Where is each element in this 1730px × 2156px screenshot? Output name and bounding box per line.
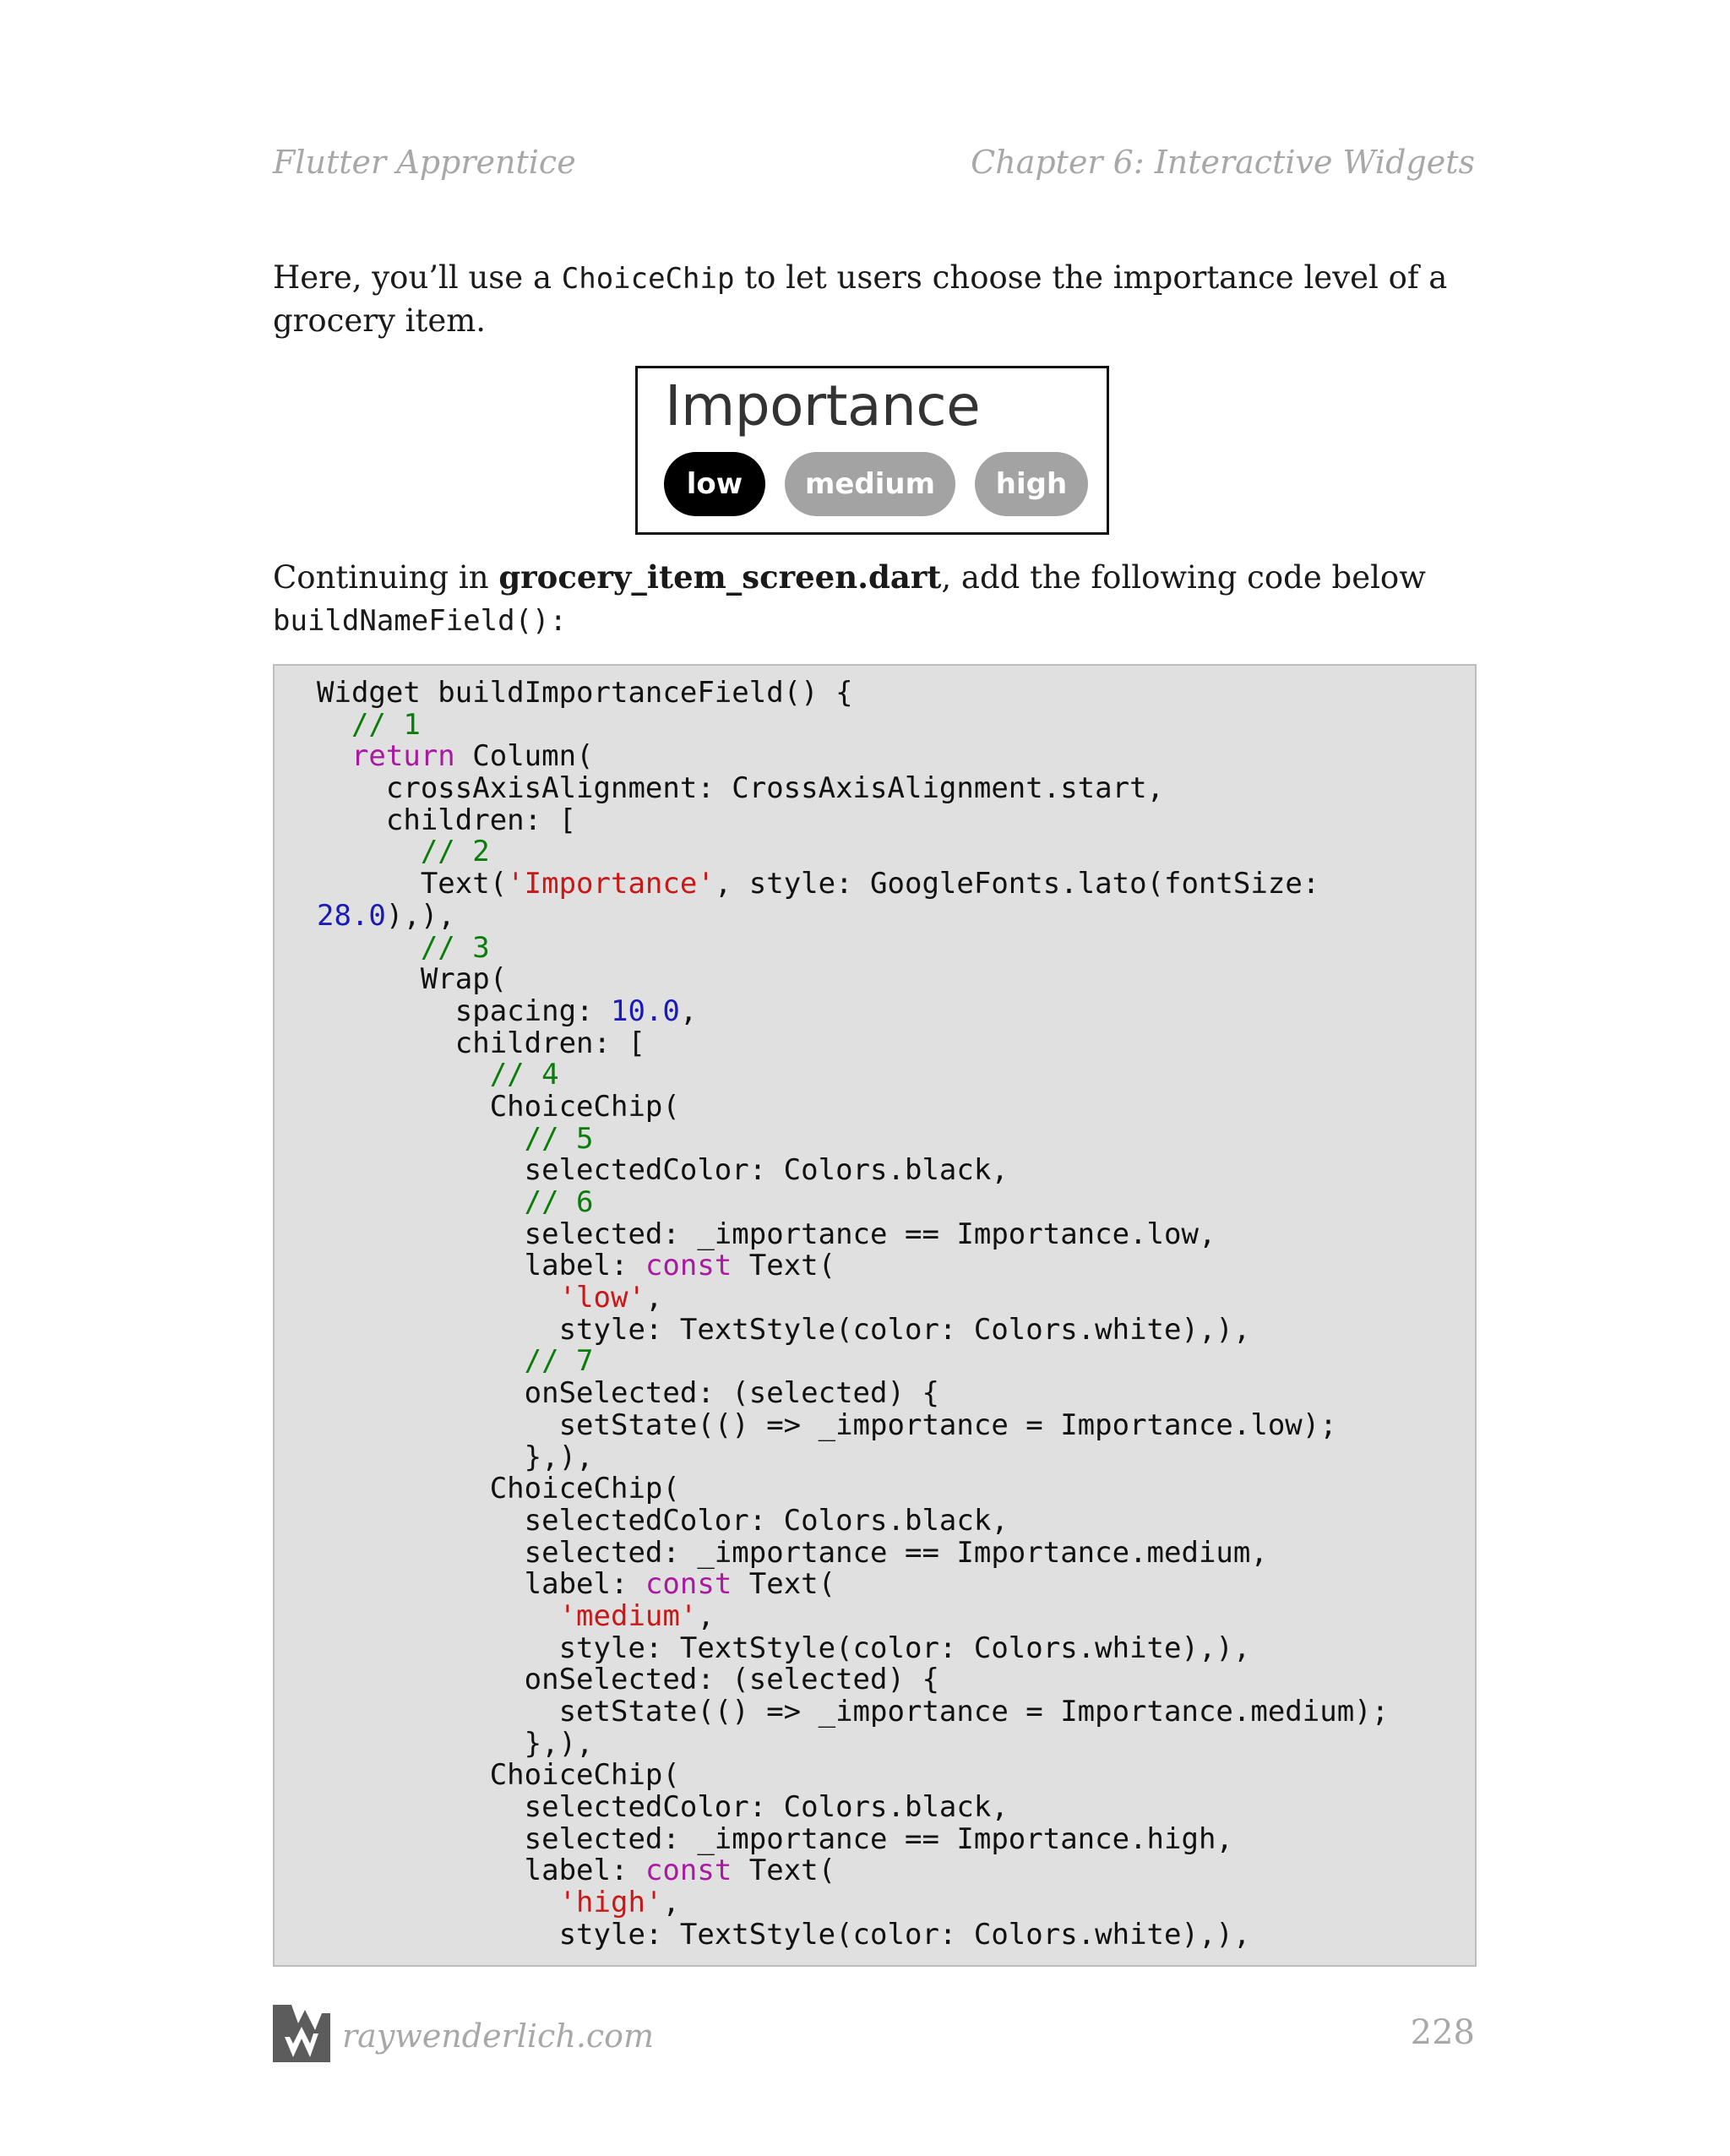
code-token-plain: Text( — [732, 1854, 836, 1888]
code-line — [317, 1155, 1389, 1187]
code-token-plain: children: [ — [317, 803, 577, 837]
code-line — [317, 1219, 1389, 1251]
code-line — [317, 1089, 1389, 1124]
code-token-plain: , — [645, 1281, 663, 1315]
code-line — [317, 678, 1389, 710]
code-token-plain: Widget buildImportanceField() { — [317, 676, 853, 710]
code-token-plain: Text( — [732, 1567, 836, 1602]
code-listing — [317, 678, 1389, 1952]
code-line — [317, 1792, 1389, 1824]
code-token-plain: spacing: — [317, 994, 611, 1028]
code-token-plain — [317, 708, 351, 742]
code-token-plain: selected: _importance == Importance.medium, — [317, 1535, 1268, 1570]
code-token-comment: // 4 — [489, 1058, 559, 1092]
code-token-plain: style: TextStyle(color: Colors.white),), — [317, 1312, 1251, 1347]
code-token-plain: selectedColor: Colors.black, — [317, 1790, 1009, 1825]
chip-high[interactable]: high — [975, 452, 1088, 516]
code-line — [317, 1442, 1389, 1474]
code-line — [317, 1919, 1389, 1952]
code-line — [317, 1282, 1389, 1315]
code-token-plain: setState(() => _importance = Importance.medium); — [317, 1695, 1390, 1729]
importance-figure — [635, 366, 1109, 535]
code-line — [317, 1569, 1389, 1601]
chip-medium[interactable]: medium — [785, 452, 955, 516]
code-line — [317, 1346, 1389, 1378]
running-header — [273, 144, 1475, 186]
code-token-keyword: const — [645, 1567, 732, 1602]
code-line — [317, 996, 1389, 1028]
page-number: 228 — [1410, 2013, 1475, 2052]
code-token-plain: Text( — [732, 1249, 836, 1283]
code-token-plain: Column( — [454, 739, 594, 774]
code-token-plain — [317, 1122, 525, 1156]
code-token-plain: label: — [317, 1854, 645, 1888]
code-token-plain — [317, 835, 421, 868]
code-token-plain — [317, 931, 421, 965]
chip-low[interactable]: low — [664, 452, 765, 516]
code-line — [317, 1028, 1389, 1060]
code-line — [317, 1855, 1389, 1887]
code-token-keyword: const — [645, 1249, 732, 1283]
code-token-plain: , style: GoogleFonts.lato(fontSize: — [714, 867, 1320, 901]
code-token-plain — [317, 1185, 525, 1219]
code-block — [273, 664, 1477, 1967]
code-token-keyword: return — [351, 739, 455, 774]
code-token-number: 28.0 — [317, 898, 386, 933]
code-token-plain: style: TextStyle(color: Colors.white),), — [317, 1631, 1251, 1665]
inline-code-choicechip: ChoiceChip — [561, 262, 735, 296]
code-line — [317, 868, 1389, 901]
code-token-plain: , — [662, 1886, 680, 1920]
footer-site: raywenderlich.com — [342, 2017, 655, 2055]
continue-paragraph — [273, 556, 1489, 642]
code-token-plain: ChoiceChip( — [317, 1758, 680, 1793]
code-token-comment: // 7 — [524, 1344, 594, 1379]
code-token-plain: setState(() => _importance = Importance.low); — [317, 1407, 1337, 1442]
code-token-string: 'high' — [558, 1886, 663, 1920]
code-line — [317, 1664, 1389, 1696]
code-line — [317, 1121, 1389, 1156]
code-token-plain: ChoiceChip( — [317, 1089, 680, 1124]
code-line — [317, 898, 1389, 933]
code-token-plain: selected: _importance == Importance.high, — [317, 1821, 1233, 1856]
code-token-plain: ChoiceChip( — [317, 1472, 680, 1506]
code-token-comment: // 1 — [351, 707, 421, 742]
intro-paragraph — [273, 257, 1489, 342]
code-token-plain: , — [679, 994, 698, 1028]
code-line — [317, 741, 1389, 773]
code-token-number: 10.0 — [611, 994, 680, 1028]
code-line — [317, 964, 1389, 996]
code-token-plain: style: TextStyle(color: Colors.white),), — [317, 1917, 1251, 1952]
code-token-comment: // 2 — [420, 835, 490, 869]
code-token-comment: // 3 — [420, 930, 490, 965]
code-line — [317, 1378, 1389, 1410]
code-line — [317, 1726, 1389, 1761]
code-line — [317, 1312, 1389, 1347]
code-line — [317, 1059, 1389, 1092]
code-token-string: 'medium' — [558, 1598, 698, 1633]
code-line — [317, 1887, 1389, 1919]
code-token-plain: onSelected: (selected) { — [317, 1376, 939, 1411]
code-token-plain: children: [ — [317, 1026, 645, 1060]
raywenderlich-logo-icon — [273, 2005, 330, 2062]
code-token-plain — [317, 1344, 525, 1378]
code-line — [317, 1505, 1389, 1538]
code-line — [317, 805, 1389, 837]
code-token-plain: , — [697, 1598, 715, 1633]
code-line — [317, 1187, 1389, 1219]
code-token-comment: // 5 — [524, 1121, 594, 1156]
code-token-plain: label: — [317, 1249, 645, 1283]
code-line — [317, 1473, 1389, 1505]
code-token-string: 'low' — [558, 1281, 645, 1315]
filename: grocery_item_screen.dart — [498, 558, 942, 596]
code-token-comment: // 6 — [524, 1185, 594, 1219]
code-line — [317, 1598, 1389, 1633]
code-token-plain: selectedColor: Colors.black, — [317, 1153, 1009, 1188]
code-token-plain: onSelected: (selected) { — [317, 1663, 939, 1697]
code-token-plain: crossAxisAlignment: CrossAxisAlignment.start, — [317, 771, 1165, 806]
intro-text-after: to let users choose the importance level of a grocery item. — [273, 259, 1448, 339]
code-line — [317, 1250, 1389, 1282]
code-line — [317, 1633, 1389, 1665]
code-token-plain: Text( — [317, 867, 508, 901]
code-line — [317, 836, 1389, 868]
chapter-title: Chapter 6: Interactive Widgets — [971, 144, 1475, 181]
code-line — [317, 707, 1389, 742]
code-line — [317, 773, 1389, 805]
inline-code-buildnamefield: buildNameField(): — [273, 604, 567, 638]
code-token-plain: },), — [317, 1440, 594, 1474]
choice-chips — [664, 452, 1088, 516]
intro-text-before: Here, you’ll use a — [273, 259, 562, 296]
code-line — [317, 1535, 1389, 1570]
code-line — [317, 1696, 1389, 1729]
code-token-plain — [317, 1281, 559, 1315]
continue-text-before: Continuing in — [273, 559, 499, 596]
figure-title: Importance — [665, 373, 981, 438]
code-token-plain — [317, 1599, 559, 1633]
book-title: Flutter Apprentice — [273, 144, 576, 181]
code-token-plain: ),), — [385, 898, 455, 933]
code-token-plain: selectedColor: Colors.black, — [317, 1503, 1009, 1538]
code-token-plain — [317, 739, 351, 773]
code-token-plain: Wrap( — [317, 962, 508, 997]
code-token-plain — [317, 1058, 490, 1092]
code-token-plain: },), — [317, 1726, 594, 1761]
code-line — [317, 1407, 1389, 1442]
code-token-plain — [317, 1886, 559, 1919]
code-line — [317, 930, 1389, 965]
code-token-string: 'Importance' — [507, 867, 715, 901]
code-token-plain: label: — [317, 1567, 645, 1602]
code-token-plain: selected: _importance == Importance.low, — [317, 1217, 1216, 1251]
continue-text-after: , add the following code below — [941, 559, 1426, 596]
code-token-keyword: const — [645, 1854, 732, 1888]
code-line — [317, 1821, 1389, 1856]
code-line — [317, 1760, 1389, 1792]
